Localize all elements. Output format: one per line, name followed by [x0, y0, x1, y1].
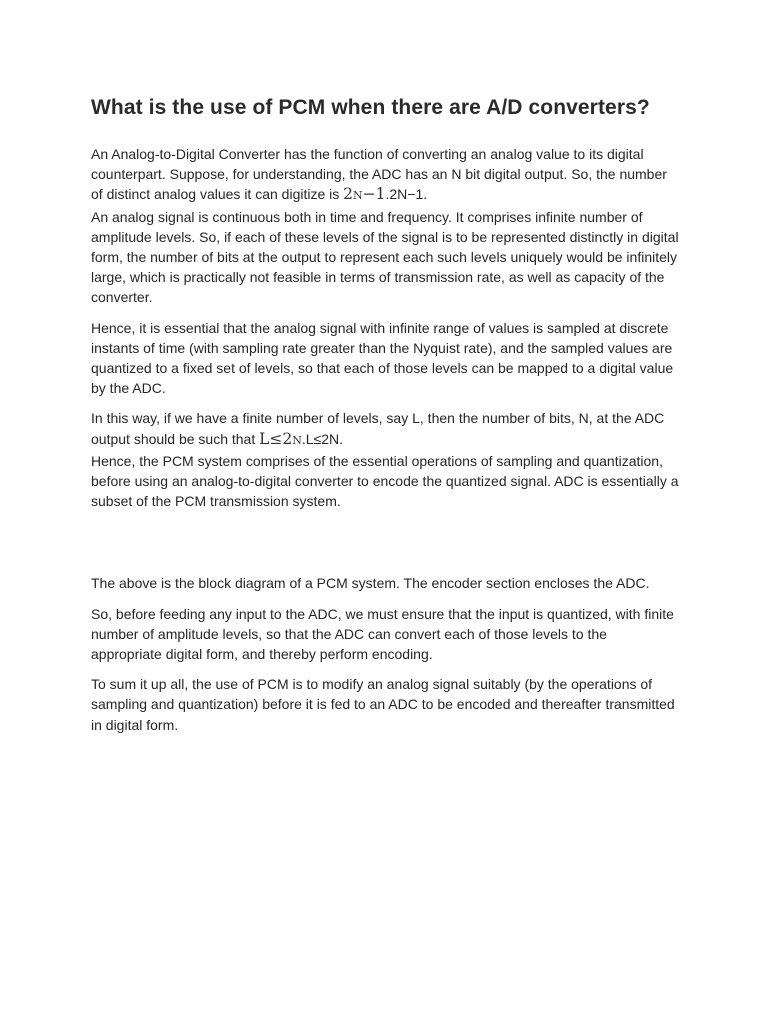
paragraph-block-diagram: The above is the block diagram of a PCM system. The encoder section encloses the ADC.	[91, 575, 650, 592]
paragraph-analog-signal: An analog signal is continuous both in time and frequency. It comprises infinite number of amplitude levels. So, if each of these levels of the signal is to be represented distinctly in digital form, the number of bits at the output to represent each such levels uniquely would be infinitely large, which is practically not feasible in terms of transmission rate, as well as capacity of the converter.	[91, 208, 679, 306]
paragraph-sampling: Hence, it is essential that the analog signal with infinite range of values is sampled at discrete instants of time (with sampling rate greater than the Nyquist rate), and the sampled values are quantized to a fixed set of levels, so that each of those levels can be mapped to a digital value by the ADC.	[91, 319, 674, 397]
math-base: 2	[343, 185, 354, 204]
paragraph-text: An Analog-to-Digital Converter has the function of converting an analog value to its digital counterpart. Suppose, for understanding, the ADC has an N bit digital output. So, the number of distinct analog values it can digitize is	[91, 146, 667, 203]
paragraph-text: In this way, if we have a finite number of levels, say L, then the number of bits, N, at the ADC output should be such that	[91, 410, 665, 447]
math-plain: .2N−1.	[385, 186, 428, 203]
math-minus-one: −1	[362, 185, 386, 204]
page-title: What is the use of PCM when there are A/D converters?	[91, 96, 650, 119]
paragraph-summary: To sum it up all, the use of PCM is to modify an analog signal suitably (by the operations of sampling and quantization) before it is fed to an ADC to be encoded and thereafter transmitted in digital form.	[91, 676, 675, 733]
paragraph-pcm-system: Hence, the PCM system comprises of the essential operations of sampling and quantization, before using an analog-to-digital converter to encode the quantized signal. ADC is essentially a subset of the PCM transmission system.	[91, 452, 679, 510]
math-plain: .L≤2N.	[301, 430, 344, 447]
paragraph-adc-function	[91, 144, 681, 207]
math-inequality: L≤2	[259, 429, 293, 448]
document-page	[91, 94, 681, 735]
math-exponent: N	[292, 433, 302, 447]
missing-block-diagram	[91, 511, 681, 573]
paragraph-levels	[91, 408, 681, 450]
paragraph-quantized-input: So, before feeding any input to the ADC, we must ensure that the input is quantized, with finite number of amplitude levels, so that the ADC can convert each of those levels to the appropriate digital form, and thereby perform encoding.	[91, 605, 674, 663]
math-exponent: N	[353, 189, 363, 203]
